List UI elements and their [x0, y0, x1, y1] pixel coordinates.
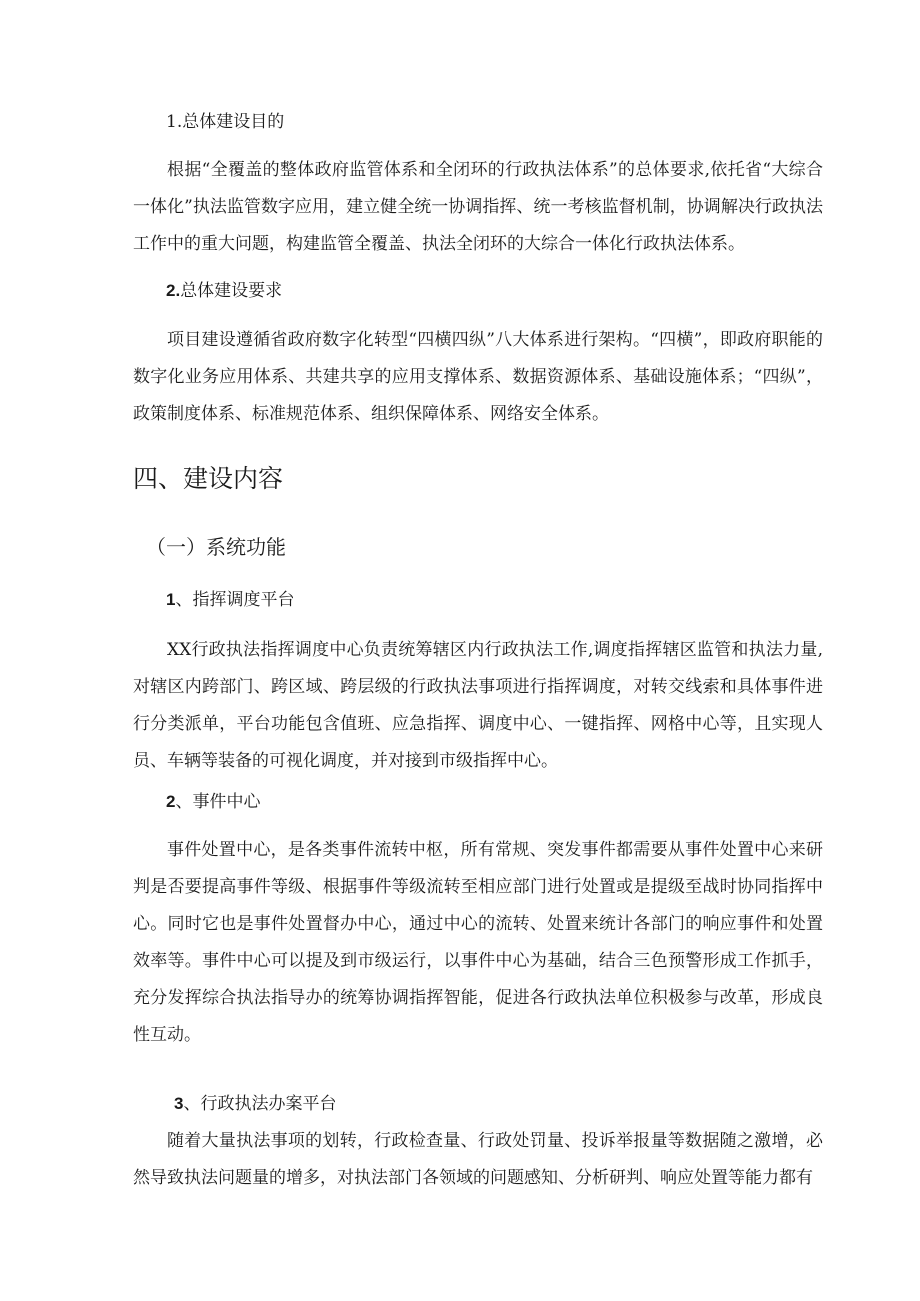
subchapter-title: （一）系统功能 — [146, 535, 286, 559]
paragraph-case-platform: 随着大量执法事项的划转，行政检查量、行政处罚量、投诉举报量等数据随之激增，必然导致执法问题量的增多，对执法部门各领域的问题感知、分析研判、响应处置等能力都有 — [133, 1131, 823, 1188]
item-heading-event-center-text: 、事件中心 — [175, 792, 261, 812]
item-heading-case-platform-text: 、行政执法办案平台 — [183, 1094, 337, 1114]
section-heading-requirements-number: 2. — [166, 281, 181, 300]
section-heading-requirements-text: 总体建设要求 — [180, 281, 283, 301]
item-heading-case-platform-number: 3 — [174, 1094, 184, 1113]
paragraph-event-center: 事件处置中心，是各类事件流转中枢，所有常规、突发事件都需要从事件处置中心来研判是否要提高事件等级、根据事件等级流转至相应部门进行处置或是提级至战时协同指挥中心。同时它也是事件处置督办中心，通过中心的流转、处置来统计各部门的响应事件和处置效率等。事件中心可以提及到市级运行，以事件中心为基础，结合三色预警形成工作抓手，充分发挥综合执法指导办的统筹协调指挥智能，促进各行政执法单位积极参与改革，形成良性互动。 — [133, 840, 823, 1045]
section-heading-requirements — [166, 280, 282, 302]
paragraph-goal: 根据“全覆盖的整体政府监管体系和全闭环的行政执法体系”的总体要求,依托省“大综合一体化”执法监管数字应用，建立健全统一协调指挥、统一考核监督机制，协调解决行政执法工作中的重大问题，构建监管全覆盖、执法全闭环的大综合一体化行政执法体系。 — [133, 160, 823, 254]
paragraph-dispatch-platform: XX行政执法指挥调度中心负责统筹辖区内行政执法工作,调度指挥辖区监管和执法力量,对辖区内跨部门、跨区域、跨层级的行政执法事项进行指挥调度，对转交线索和具体事件进行分类派单，平台功能包含值班、应急指挥、调度中心、一键指挥、网格中心等，且实现人员、车辆等装备的可视化调度，并对接到市级指挥中心。 — [133, 640, 823, 771]
item-heading-event-center-number: 2 — [166, 792, 176, 811]
section-heading-goal-text: 1.总体建设目的 — [166, 112, 285, 132]
item-heading-dispatch-platform-number: 1 — [166, 590, 176, 609]
item-heading-dispatch-platform — [166, 589, 294, 611]
item-heading-event-center — [166, 791, 260, 813]
paragraph-requirements: 项目建设遵循省政府数字化转型“四横四纵”八大体系进行架构。“四横”，即政府职能的数字化业务应用体系、共建共享的应用支撑体系、数据资源体系、基础设施体系；“四纵”，政策制度体系、标准规范体系、组织保障体系、网络安全体系。 — [133, 330, 823, 424]
item-heading-case-platform — [174, 1093, 336, 1115]
chapter-title: 四、建设内容 — [133, 464, 284, 493]
section-heading-goal — [166, 111, 284, 133]
item-heading-dispatch-platform-text: 、指挥调度平台 — [175, 590, 295, 610]
